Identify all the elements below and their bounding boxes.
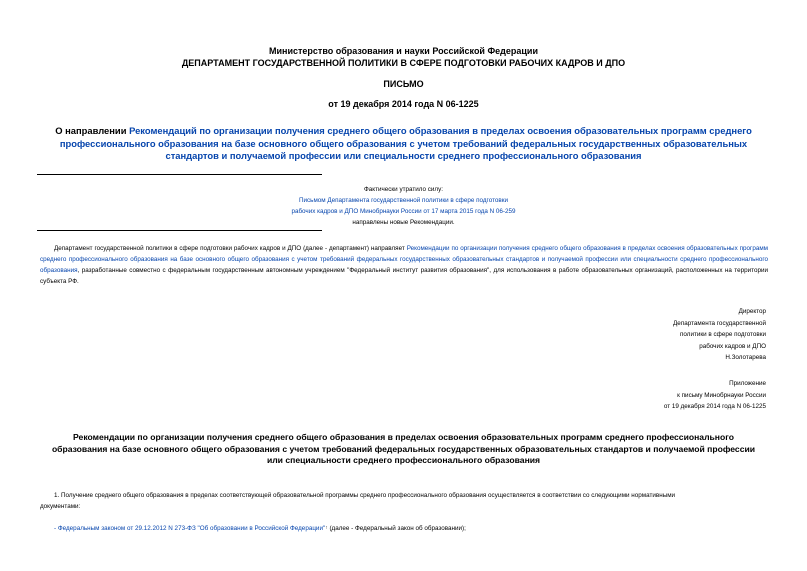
appendix-reference [500, 378, 766, 413]
bullet-federal-law [54, 523, 768, 534]
document-date-number: от 19 декабря 2014 года N 06-1225 [328, 99, 479, 109]
document-subject [40, 125, 767, 163]
department-name: ДЕПАРТАМЕНТ ГОСУДАРСТВЕННОЙ ПОЛИТИКИ В СФЕРЕ ПОДГОТОВКИ РАБОЧИХ КАДРОВ И ДПО [181, 58, 626, 68]
recommendations-title-line-1: Рекомендации по организации получения среднего общего образования в пределах освоения образовательных программ среднего профессионального [73, 432, 734, 442]
subject-prefix: О направлении [55, 125, 130, 136]
status-note-link-line-1[interactable]: Письмом Департамента государственной политики в сфере подготовки [298, 197, 509, 204]
section-1 [40, 490, 768, 512]
appendix-letter-ref: к письму Минобрнауки России [677, 391, 766, 399]
bullet-text-after: (далее - Федеральный закон об образовании); [327, 525, 466, 532]
body-paragraph [40, 243, 768, 287]
divider-bottom [37, 230, 322, 231]
signature-block [500, 306, 766, 364]
ministry-name: Министерство образования и науки Российской Федерации [269, 46, 538, 56]
recommendations-title-line-3: или специальности среднего профессионального образования [266, 455, 541, 465]
document-type: ПИСЬМО [383, 79, 424, 89]
signature-title: Директор [738, 308, 766, 315]
signature-position-3: рабочих кадров и ДПО [699, 342, 766, 350]
divider-top [37, 174, 322, 175]
signature-position-1: Департамента государственной [673, 319, 766, 327]
footnote-marker-icon[interactable]: ↑ [325, 525, 328, 531]
body-text-after: , разработанные совместно с федеральным государственным автономным учреждением "Федеральный институт развития образования", для использования в работе образовательных организаций, расположенных на территории субъекта РФ. [40, 267, 768, 285]
signature-name: Н.Золотарева [725, 354, 766, 361]
status-note-line-1: Фактически утратило силу: [363, 186, 443, 193]
recommendations-title-line-2: образования на базе основного общего образования с учетом требований федеральных государственных образовательных стандартов и получаемой профессии [51, 443, 756, 454]
federal-law-link[interactable]: Федеральным законом от 29.12.2012 N 273-ФЗ "Об образовании в Российской Федерации" [57, 525, 326, 532]
appendix-date-number: от 19 декабря 2014 года N 06-1225 [663, 403, 766, 410]
section-1-line-1: 1. Получение среднего общего образования в пределах соответствующей образовательной программы среднего профессионального образования осуществляется в соответствии со следующими нормативными [54, 492, 676, 499]
bullet-dash: - [54, 525, 58, 532]
recommendations-title [20, 432, 787, 467]
status-note-line-4: направлены новые Рекомендации. [352, 219, 455, 226]
body-recommendations-link[interactable]: Рекомендации по организации получения среднего общего образования в пределах освоения образовательных программ среднего профессионального образования на базе основного общего образования с учетом требований федеральных государственных образовательных стандартов и получаемой профессии или специальности среднего профессионального образования [40, 245, 769, 274]
appendix-label: Приложение [729, 380, 766, 387]
signature-position-2: политики в сфере подготовки [680, 331, 766, 338]
body-text-before: Департамент государственной политики в сфере подготовки рабочих кадров и ДПО (далее - департамент) направляет [54, 245, 407, 252]
status-note-link-line-2[interactable]: рабочих кадров и ДПО Минобрнауки России от 17 марта 2015 года N 06-259 [291, 208, 516, 215]
section-1-line-2: документами: [40, 503, 81, 510]
subject-recommendations-link[interactable]: Рекомендаций по организации получения среднего общего образования в пределах освоения образовательных программ среднего профессионального образования на базе основного общего образования с учетом требований федеральных государственных образовательных стандартов и получаемой профессии или специальности среднего профессионального образования [59, 125, 752, 161]
